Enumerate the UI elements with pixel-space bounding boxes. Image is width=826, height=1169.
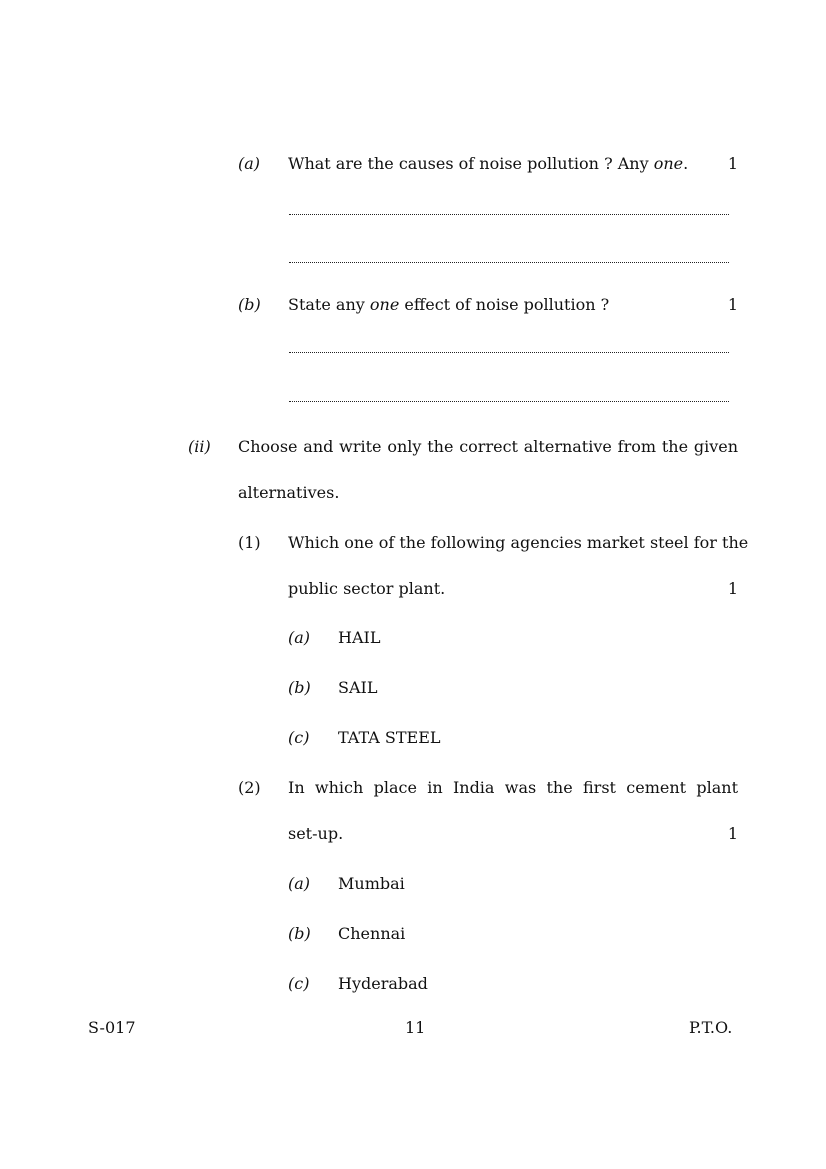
question-b-text-part1: State any [288, 295, 370, 314]
answer-line [289, 401, 729, 402]
option-text: HAIL [338, 628, 381, 647]
footer-page-number: 11 [405, 1018, 426, 1037]
answer-line [289, 262, 729, 263]
question-2-line2: set-up. [288, 824, 344, 843]
footer-pto: P.T.O. [689, 1018, 733, 1037]
option-label: (b) [288, 924, 311, 943]
question-ii-line2: alternatives. [238, 483, 340, 502]
option-label: (a) [288, 628, 311, 647]
question-1-line1: Which one of the following agencies market steel for the [288, 533, 749, 552]
option-text: Hyderabad [338, 974, 428, 993]
question-a-text-part1: What are the causes of noise pollution ? Any [288, 154, 654, 173]
footer-code: S-017 [88, 1018, 136, 1037]
question-ii-line1: Choose and write only the correct alternative from the given [238, 437, 738, 456]
question-1-line2: public sector plant. [288, 579, 446, 598]
question-2-number: (2) [238, 778, 261, 797]
question-a-marks: 1 [727, 154, 738, 173]
option-label: (c) [288, 974, 310, 993]
question-b-label: (b) [238, 295, 261, 314]
option-text: Chennai [338, 924, 406, 943]
question-a-text-part2: . [683, 154, 689, 173]
question-b-text [288, 295, 609, 314]
question-a-text [288, 154, 688, 173]
question-b-text-italic: one [369, 295, 400, 314]
question-2-marks: 1 [727, 824, 738, 843]
option-label: (a) [288, 874, 311, 893]
question-1-marks: 1 [727, 579, 738, 598]
question-b-marks: 1 [727, 295, 738, 314]
question-a-text-italic: one [653, 154, 684, 173]
option-text: TATA STEEL [338, 728, 441, 747]
option-text: Mumbai [338, 874, 405, 893]
option-text: SAIL [338, 678, 378, 697]
question-1-number: (1) [238, 533, 261, 552]
question-2-line1: In which place in India was the first cement plant [288, 778, 738, 797]
answer-line [289, 214, 729, 215]
question-b-text-part2: effect of noise pollution ? [399, 295, 610, 314]
option-label: (b) [288, 678, 311, 697]
option-label: (c) [288, 728, 310, 747]
answer-line [289, 352, 729, 353]
question-ii-label: (ii) [188, 437, 211, 456]
question-a-label: (a) [238, 154, 261, 173]
